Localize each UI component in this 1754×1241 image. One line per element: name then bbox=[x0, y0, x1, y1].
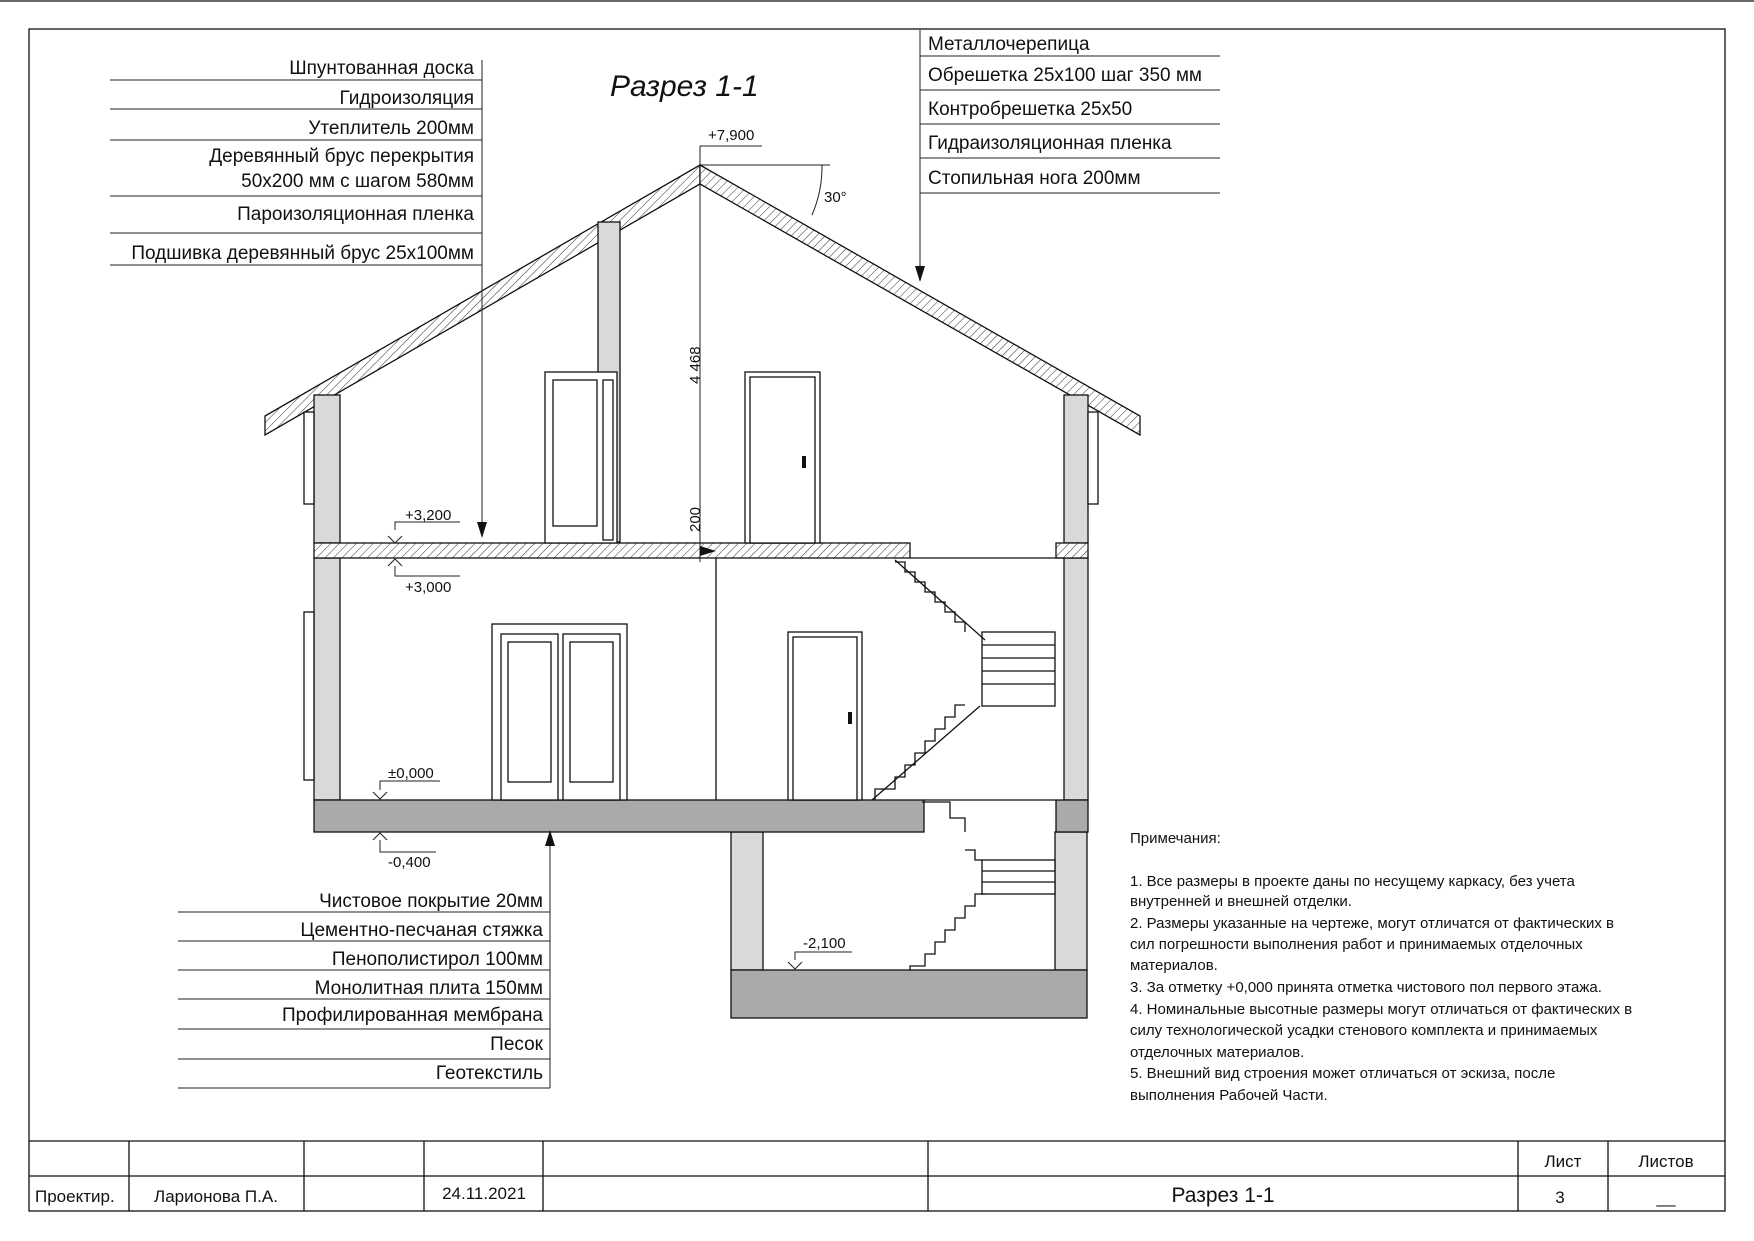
ceiling-layers-callout bbox=[110, 58, 487, 538]
level-arrow-basement bbox=[788, 962, 802, 969]
level-label-basement: -2,100 bbox=[803, 935, 846, 952]
title-block bbox=[29, 1141, 1725, 1211]
basement-stair-landing bbox=[982, 860, 1055, 894]
level-mark-zero bbox=[380, 781, 440, 790]
basement-stair-run-2 bbox=[965, 850, 982, 860]
ceiling-layer-5: Пароизоляционная пленка bbox=[237, 204, 474, 225]
left-wall-ground bbox=[314, 558, 340, 800]
level-arrow-3000 bbox=[388, 559, 402, 566]
roof-layer-4: Гидраизоляционная пленка bbox=[928, 133, 1172, 154]
roof-layer-3: Контробрешетка 25х50 bbox=[928, 99, 1133, 120]
second-floor-slab-right bbox=[1056, 543, 1088, 558]
ceiling-callout-arrow bbox=[477, 522, 487, 538]
level-label-3200: +3,200 bbox=[405, 507, 452, 524]
basement-stair-run-1 bbox=[922, 802, 965, 832]
level-mark-3000 bbox=[395, 566, 460, 576]
attic-door-handle bbox=[802, 456, 806, 468]
note-line-4: сил погрешности выполнения работ и принимаемых отделочных bbox=[1130, 936, 1583, 953]
right-wall-ground bbox=[1064, 558, 1088, 800]
floor-layer-3: Пенополистирол 100мм bbox=[331, 949, 543, 970]
entrance-door-panel-left bbox=[508, 642, 551, 782]
right-wall-attic bbox=[1064, 395, 1088, 543]
level-arrow-3200 bbox=[388, 536, 402, 543]
stair-upper-slope bbox=[895, 560, 985, 640]
tb-role: Проектир. bbox=[35, 1187, 115, 1206]
roof-layers-callout bbox=[915, 30, 1220, 282]
ceiling-layer-4b: 50х200 мм с шагом 580мм bbox=[241, 171, 474, 192]
floor-layer-1: Чистовое покрытие 20мм bbox=[319, 891, 543, 912]
level-label-slab-bottom: -0,400 bbox=[388, 854, 431, 871]
ceiling-layer-3: Утеплитель 200мм bbox=[308, 118, 474, 139]
attic-door-left-leaf bbox=[553, 380, 597, 526]
entrance-door-panel-right bbox=[570, 642, 613, 782]
floor-layer-4: Монолитная плита 150мм bbox=[314, 978, 543, 999]
note-line-1: 1. Все размеры в проекте даны по несущему каркасу, без учета bbox=[1130, 873, 1575, 890]
notes-heading: Примечания: bbox=[1130, 830, 1221, 847]
basement-right-wall bbox=[1055, 832, 1087, 970]
tb-sheet-label: Лист bbox=[1544, 1152, 1582, 1171]
ground-slab-right bbox=[1056, 800, 1088, 832]
stair-landing-steps bbox=[982, 632, 1055, 706]
roof-layer-1: Металлочерепица bbox=[928, 34, 1090, 55]
roof-layer-5: Стопильная нога 200мм bbox=[928, 168, 1141, 189]
roof-callout-arrow bbox=[915, 266, 925, 282]
roof-angle-arc bbox=[812, 165, 822, 215]
level-label-3000: +3,000 bbox=[405, 579, 452, 596]
tb-name: Ларионова П.А. bbox=[154, 1187, 278, 1206]
ground-slab bbox=[314, 800, 924, 832]
interior-door-leaf bbox=[793, 637, 857, 800]
right-window-upper bbox=[1088, 412, 1098, 504]
ridge-level-label: +7,900 bbox=[708, 127, 755, 144]
left-window-lower bbox=[304, 612, 314, 780]
tb-sheet-title: Разрез 1-1 bbox=[1171, 1184, 1275, 1207]
notes bbox=[1130, 830, 1632, 1104]
ceiling-layer-6: Подшивка деревянный брус 25х100мм bbox=[131, 243, 474, 264]
tb-date: 24.11.2021 bbox=[442, 1184, 526, 1203]
left-window-upper bbox=[304, 412, 314, 504]
interior-door-handle bbox=[848, 712, 852, 724]
level-arrow-zero bbox=[373, 792, 387, 799]
level-arrow-slab-bottom bbox=[373, 833, 387, 840]
ceiling-layer-4a: Деревянный брус перекрытия bbox=[209, 146, 474, 167]
level-mark-slab-bottom bbox=[380, 840, 436, 852]
note-line-9: отделочных материалов. bbox=[1130, 1044, 1305, 1061]
stair-upper-run bbox=[895, 562, 965, 632]
note-line-8: силу технологической усадки стенового комплекта и принимаемых bbox=[1130, 1022, 1598, 1039]
level-mark-basement bbox=[795, 952, 852, 960]
level-label-zero: ±0,000 bbox=[388, 765, 434, 782]
ceiling-layer-1: Шпунтованная доска bbox=[289, 58, 474, 79]
second-floor-slab bbox=[314, 543, 910, 558]
roof-angle-label: 30° bbox=[824, 189, 847, 206]
basement-floor-slab bbox=[731, 970, 1087, 1018]
roof-layer-2: Обрешетка 25х100 шаг 350 мм bbox=[928, 65, 1202, 86]
note-line-7: 4. Номинальные высотные размеры могут отличаться от фактических в bbox=[1130, 1001, 1633, 1018]
note-line-2: внутренней и внешней отделки. bbox=[1130, 893, 1352, 910]
slab-thickness-dim: 200 bbox=[687, 506, 704, 532]
ceiling-layer-2: Гидроизоляция bbox=[339, 88, 474, 109]
floor-layer-7: Геотекстиль bbox=[435, 1063, 543, 1084]
attic-height-dim: 4 468 bbox=[687, 346, 704, 384]
left-wall-attic bbox=[314, 395, 340, 543]
floor-layer-5: Профилированная мембрана bbox=[282, 1005, 543, 1026]
note-line-11: выполнения Рабочей Части. bbox=[1130, 1087, 1328, 1104]
note-line-10: 5. Внешний вид строения может отличаться от эскиза, после bbox=[1130, 1065, 1556, 1082]
tb-sheets-label: Листов bbox=[1638, 1152, 1694, 1171]
staircase bbox=[872, 560, 1055, 970]
basement-left-wall bbox=[731, 832, 763, 970]
basement-stair-run-3 bbox=[910, 894, 985, 970]
doors bbox=[492, 372, 862, 800]
stair-lower-slope bbox=[872, 706, 980, 800]
tb-sheets-total: __ bbox=[1656, 1188, 1676, 1207]
note-line-5: материалов. bbox=[1130, 957, 1218, 974]
note-line-6: 3. За отметку +0,000 принята отметка чистового пол первого этажа. bbox=[1130, 979, 1602, 996]
drawing-title: Разрез 1-1 bbox=[610, 70, 759, 103]
note-line-3: 2. Размеры указанные на чертеже, могут отличатся от фактических в bbox=[1130, 915, 1614, 932]
tb-sheet-number: 3 bbox=[1555, 1188, 1565, 1207]
attic-door-left-leaf2 bbox=[603, 380, 613, 540]
floor-layer-2: Цементно-песчаная стяжка bbox=[300, 920, 543, 941]
floor-layer-6: Песок bbox=[490, 1034, 543, 1055]
floor-layers-callout bbox=[178, 830, 555, 1088]
